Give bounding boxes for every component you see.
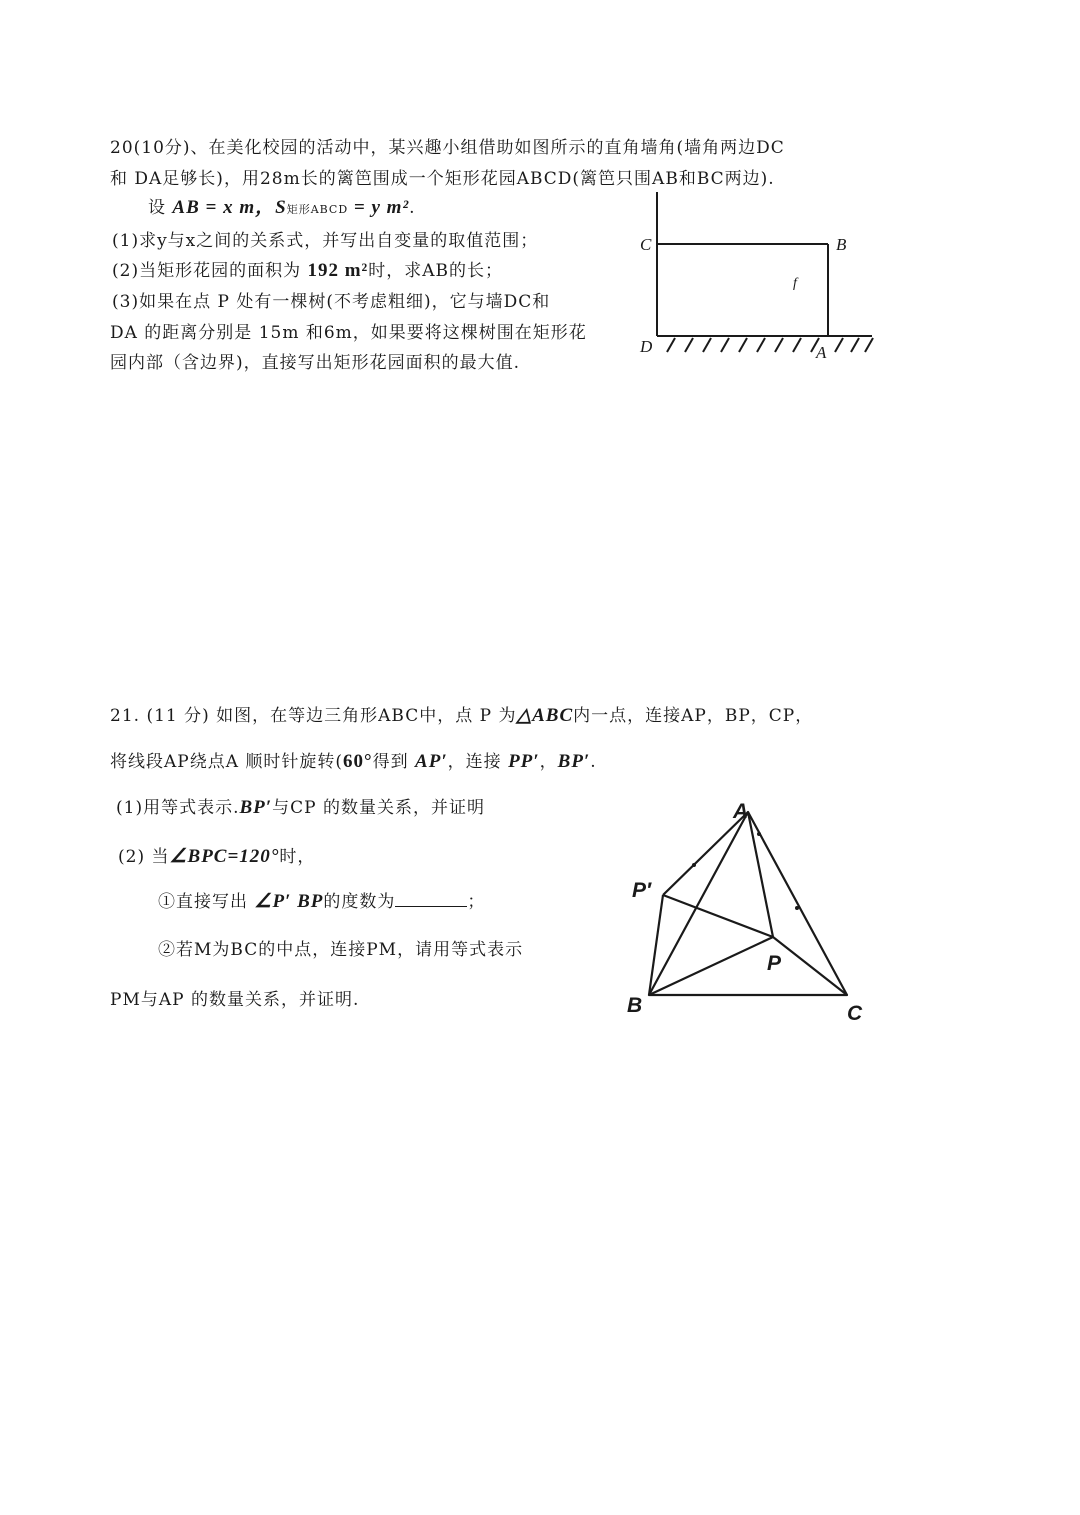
segment-ap — [748, 812, 773, 937]
q21-part2-math: ∠BPC=120° — [169, 846, 280, 867]
q21-line2-mid: 得到 — [372, 752, 416, 772]
q21-part2 — [118, 842, 315, 868]
q20-line1: 20(10分)、在美化校园的活动中，某兴趣小组借助如图所示的直角墙角(墙角两边DC — [110, 138, 785, 158]
q21-sub1-end: ； — [467, 892, 486, 912]
q21-part2-suffix: 时， — [279, 847, 316, 867]
label-c: C — [847, 1002, 863, 1025]
q20-part3-line1: (3)如果在点 P 处有一棵树(不考虑粗细)，它与墙DC和 — [112, 292, 551, 312]
segment-pp-prime — [663, 895, 773, 937]
q20-set-end: . — [409, 198, 416, 218]
q20-part2-suffix: 时，求AB的长； — [368, 261, 504, 281]
q21-line1-prefix: 21. (11 分) 如图，在等边三角形ABC中，点 P 为 — [110, 706, 517, 726]
q21-line2-sep: ， — [539, 752, 558, 772]
q21-line1 — [110, 701, 813, 727]
q21-sub1-suffix: 的度数为 — [323, 892, 396, 912]
q21-part1-prefix: (1)用等式表示. — [116, 798, 240, 818]
q21-line2-mid2: ，连接 — [447, 752, 509, 772]
q21-part1 — [116, 793, 485, 819]
q21-ap-prime: AP′ — [415, 751, 448, 772]
q20-part2-area: 192 m² — [307, 260, 369, 281]
q21-angle-60: 60° — [343, 751, 373, 772]
label-p: f — [793, 276, 797, 291]
tick-mark — [795, 906, 799, 910]
q21-sub2-cont: PM与AP 的数量关系，并证明. — [110, 990, 360, 1010]
segment-ap-prime — [663, 812, 748, 895]
tick-mark — [692, 863, 696, 867]
q20-set-prefix: 设 — [148, 198, 173, 218]
triangle-abc — [649, 812, 847, 995]
q21-sub1 — [158, 887, 485, 913]
q21-part2-prefix: (2) 当 — [118, 847, 170, 867]
q20-math-sub: 矩形ABCD — [286, 203, 349, 216]
q21-line2-prefix: 将线段AP绕点A 顺时针旋转( — [110, 752, 344, 772]
label-c: C — [640, 235, 652, 254]
q21-line2 — [110, 747, 597, 773]
q20-math-ab: AB — [172, 197, 200, 218]
label-a: A — [816, 343, 827, 362]
label-b: B — [836, 235, 847, 254]
q21-line1-suffix: 内一点，连接AP，BP，CP， — [573, 706, 814, 726]
tick-mark — [757, 832, 761, 836]
q21-triangle-abc: △ABC — [516, 705, 574, 726]
segment-bp — [649, 937, 773, 995]
q20-math-y: = y m² — [348, 197, 410, 218]
q20-part1: (1)求y与x之间的关系式，并写出自变量的取值范围； — [112, 231, 539, 251]
q20-line3 — [148, 192, 416, 219]
q21-sub2: ②若M为BC的中点，连接PM，请用等式表示 — [158, 940, 524, 960]
label-p: P — [767, 952, 782, 975]
q21-bp-prime: BP′ — [557, 751, 591, 772]
label-b: B — [627, 994, 643, 1017]
q21-part1-suffix: 与CP 的数量关系，并证明 — [272, 798, 485, 818]
label-d: D — [640, 337, 653, 356]
segment-cp — [773, 937, 847, 995]
q21-line2-end: . — [590, 752, 597, 772]
label-a: A — [733, 800, 749, 823]
wall-hatching — [667, 338, 873, 352]
label-p-prime: P′ — [632, 879, 652, 902]
q20-part2-prefix: (2)当矩形花园的面积为 — [112, 261, 308, 281]
q21-pp-prime: PP′ — [508, 751, 540, 772]
q20-part3-line2: DA 的距离分别是 15m 和6m，如果要将这棵树围在矩形花 — [110, 323, 587, 343]
q20-part3-line3: 园内部（含边界)，直接写出矩形花园面积的最大值. — [110, 353, 521, 373]
q21-sub1-prefix: ①直接写出 — [158, 892, 255, 912]
q21-figure — [625, 790, 875, 1030]
answer-blank[interactable] — [395, 892, 467, 907]
q20-math-x: = x m，S — [199, 197, 287, 218]
q20-part2 — [112, 256, 503, 282]
q21-sub1-math: ∠P′ BP — [254, 891, 324, 912]
q20-figure — [630, 190, 890, 370]
q20-line2: 和 DA足够长)，用28m长的篱笆围成一个矩形花园ABCD(篱笆只围AB和BC两边). — [110, 169, 775, 189]
q21-part1-math: BP′ — [239, 797, 273, 818]
